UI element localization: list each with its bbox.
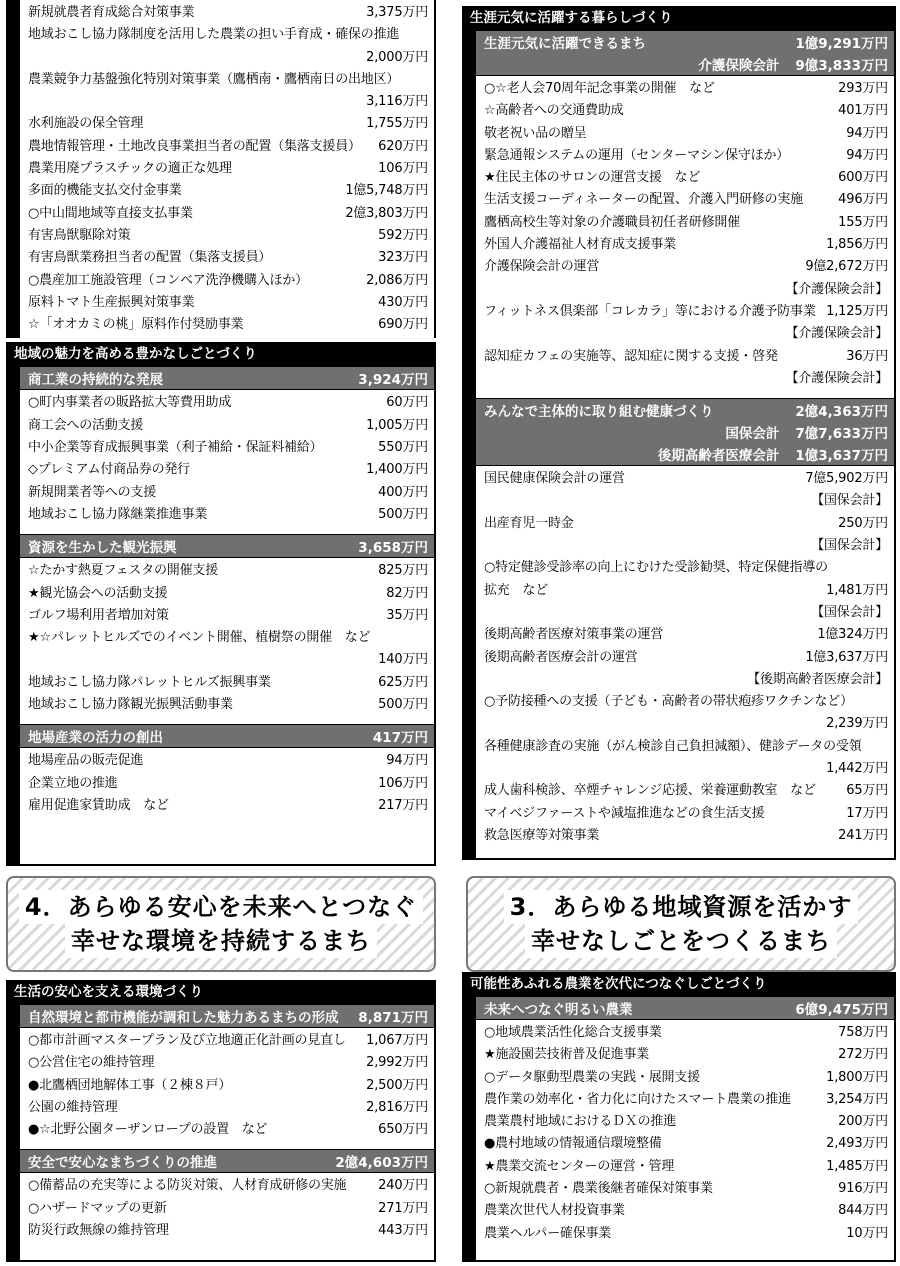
list-item <box>28 583 428 605</box>
item-amount: 650万円 <box>378 1122 428 1138</box>
item-name: ○都市計画マスタープラン及び立地適正化計画の見直し <box>28 1033 346 1048</box>
item-name: 外国人介護福祉人材育成支援事業 <box>484 237 677 253</box>
subsection-title-row <box>28 367 428 389</box>
item-name: 新規就農者育成総合対策事業 <box>28 5 195 20</box>
banner-line-1: 3．あらゆる地域資源を活かす <box>504 890 859 924</box>
list-item <box>28 773 428 795</box>
item-name: 農業次世代人材投資事業 <box>484 1203 625 1219</box>
item-amount: 1,856万円 <box>826 237 888 253</box>
safety-panel <box>6 1004 436 1262</box>
list-item <box>28 392 428 414</box>
list-item <box>28 1030 428 1052</box>
item-amount: 323万円 <box>378 250 428 266</box>
item-amount: 550万円 <box>378 440 428 456</box>
item-name: 商工会への活動支援 <box>28 417 144 433</box>
item-amount: 217万円 <box>378 797 428 813</box>
list-item <box>484 1067 888 1089</box>
list-item <box>28 627 428 649</box>
subsection-title-row <box>28 1150 428 1172</box>
item-amount: 65万円 <box>846 783 888 799</box>
item-amount: 【国保会計】 <box>811 493 888 509</box>
item-amount: 690万円 <box>378 317 428 333</box>
subsection-amount: 2億4,603万円 <box>335 1155 428 1172</box>
subsection-title-row <box>28 535 428 557</box>
list-item <box>484 780 888 802</box>
account-amount: 1億3,637万円 <box>795 448 888 465</box>
item-amount: 916万円 <box>838 1181 888 1197</box>
item-name: ○データ駆動型農業の実践・展開支援 <box>484 1069 700 1085</box>
list-item <box>484 624 888 646</box>
item-name: 鷹栖高校生等対象の介護職員初任者研修開催 <box>484 214 741 230</box>
item-name: ☆たかす熱夏フェスタの開催支援 <box>28 563 219 579</box>
item-list <box>20 390 434 528</box>
item-amount: 【介護保険会計】 <box>785 326 888 342</box>
item-amount: 1億3,637万円 <box>805 649 888 665</box>
list-item <box>484 1044 888 1066</box>
item-name: 農業ヘルパー確保事業 <box>484 1225 612 1241</box>
list-item <box>484 513 888 535</box>
list-item <box>28 560 428 582</box>
life-panel <box>462 30 896 860</box>
item-name: 地域おこし協力隊観光振興活動事業 <box>28 697 233 713</box>
account-label: 介護保険会計 <box>698 58 780 74</box>
item-amount: 2,239万円 <box>826 716 888 732</box>
charm-panel <box>6 366 436 866</box>
list-item <box>484 468 888 490</box>
item-name: 成人歯科検診、卒煙チャレンジ応援、栄養運動教室 など <box>484 783 816 799</box>
item-amount: 106万円 <box>378 161 428 177</box>
item-name: 農業競争力基盤強化特別対策事業（鷹栖南・鷹栖南日の出地区） <box>28 71 400 87</box>
item-name: フィットネス倶楽部「コレカラ」等における介護予防事業 <box>484 303 816 319</box>
item-amount: 106万円 <box>378 775 428 791</box>
list-item <box>484 1200 888 1222</box>
banner-line-1: 4．あらゆる安心を未来へとつなぐ <box>19 890 423 924</box>
item-name: ゴルフ場利用者増加対策 <box>28 607 169 623</box>
list-item <box>28 482 428 504</box>
list-item <box>28 47 428 69</box>
list-item <box>484 691 888 713</box>
item-name: 企業立地の推進 <box>28 775 118 791</box>
subsection-title-row <box>484 399 888 421</box>
item-name: 公園の維持管理 <box>28 1099 118 1115</box>
item-name: ○公営住宅の維持管理 <box>28 1055 155 1071</box>
item-list <box>476 466 894 849</box>
item-list <box>476 1020 894 1247</box>
list-item <box>28 459 428 481</box>
list-item <box>28 504 428 526</box>
item-amount: 500万円 <box>378 506 428 522</box>
item-name: ◇プレミアム付商品券の発行 <box>28 462 190 478</box>
theme-banner-3 <box>466 876 896 972</box>
item-list <box>20 748 434 819</box>
subsection-amount: 2億4,363万円 <box>795 404 888 421</box>
item-amount: 2,500万円 <box>366 1077 428 1093</box>
item-amount: 271万円 <box>378 1200 428 1216</box>
item-amount: 【介護保険会計】 <box>785 281 888 297</box>
right-top-column <box>462 6 896 860</box>
section-title: 生涯元気に活躍する暮らしづくり <box>462 6 896 30</box>
list-item <box>28 1220 428 1242</box>
item-name: 地域おこし協力隊継業推進事業 <box>28 506 208 522</box>
subsection-title-row <box>28 725 428 747</box>
item-name: ★農業交流センターの運営・管理 <box>484 1158 675 1174</box>
item-amount: 496万円 <box>838 192 888 208</box>
list-item <box>484 1223 888 1245</box>
list-item <box>484 234 888 256</box>
item-name: ○地域農業活性化総合支援事業 <box>484 1025 662 1040</box>
item-list <box>20 0 434 338</box>
item-name: ○特定健診受診率の向上にむけた受診勧奨、特定保健指導の <box>484 560 828 576</box>
account-amount: 7億7,633万円 <box>795 426 888 443</box>
item-amount: 2,816万円 <box>366 1099 428 1115</box>
list-item <box>28 1052 428 1074</box>
item-amount: 【介護保険会計】 <box>785 370 888 386</box>
list-item <box>28 24 428 46</box>
item-amount: 7億5,902万円 <box>805 471 888 487</box>
item-amount: 3,375万円 <box>366 5 428 20</box>
list-item <box>28 750 428 772</box>
list-item <box>484 602 888 624</box>
item-amount: 1億5,748万円 <box>345 183 428 199</box>
list-item <box>28 225 428 247</box>
item-name: 敬老祝い品の贈呈 <box>484 125 587 141</box>
item-amount: 3,254万円 <box>826 1091 888 1107</box>
account-total-row <box>484 421 888 443</box>
item-name: ○予防接種への支援（子ども・高齢者の帯状疱疹ワクチンなど） <box>484 694 853 710</box>
subsection-header <box>20 1149 434 1173</box>
item-name: ☆「オオカミの桃」原料作付奨励事業 <box>28 317 244 333</box>
account-total-row <box>484 443 888 465</box>
list-item <box>28 292 428 314</box>
list-item <box>28 203 428 225</box>
item-list <box>20 1173 434 1244</box>
list-item <box>28 1097 428 1119</box>
item-name: ●☆北野公園ターザンロープの設置 など <box>28 1122 268 1138</box>
subsection-amount: 3,924万円 <box>358 372 428 389</box>
subsection-header <box>20 724 434 748</box>
subsection-header <box>476 996 894 1020</box>
item-name: 農業用廃プラスチックの適正な処理 <box>28 161 232 177</box>
section-title: 可能性あふれる農業を次代につなぐしごとづくり <box>462 972 896 996</box>
list-item <box>28 605 428 627</box>
item-amount: 【後期高齢者医療会計】 <box>747 671 888 687</box>
item-amount: 625万円 <box>378 674 428 690</box>
item-amount: 758万円 <box>838 1025 888 1040</box>
item-amount: 430万円 <box>378 294 428 310</box>
item-amount: 1,400万円 <box>366 462 428 478</box>
list-item <box>28 247 428 269</box>
list-item <box>28 795 428 817</box>
subsection-title: 商工業の持続的な発展 <box>28 372 163 389</box>
list-item <box>28 91 428 113</box>
list-item <box>28 1175 428 1197</box>
section-title: 生活の安心を支える環境づくり <box>6 980 436 1004</box>
item-amount: 3,116万円 <box>366 94 428 110</box>
item-name: ●農村地域の情報通信環境整備 <box>484 1136 662 1152</box>
list-item <box>28 270 428 292</box>
list-item <box>28 136 428 158</box>
item-name: 雇用促進家賃助成 など <box>28 797 169 813</box>
subsection-header <box>20 534 434 558</box>
item-name: 地域おこし協力隊パレットヒルズ振興事業 <box>28 674 271 690</box>
item-list <box>20 1028 434 1143</box>
account-label: 後期高齢者医療会計 <box>657 448 780 465</box>
item-amount: 600万円 <box>838 170 888 186</box>
item-name: ○中山間地域等直接支払事業 <box>28 205 193 221</box>
right-bottom-column <box>462 972 896 1262</box>
list-item <box>484 580 888 602</box>
subsection-title: 生涯元気に活躍できるまち <box>484 36 646 52</box>
list-item <box>484 758 888 780</box>
subsection-title-row <box>484 997 888 1019</box>
subsection-amount: 8,871万円 <box>358 1010 428 1026</box>
list-item <box>484 212 888 234</box>
list-item <box>484 535 888 557</box>
item-name: 緊急通報システムの運用（センターマシン保守ほか） <box>484 147 790 163</box>
list-item <box>28 1198 428 1220</box>
list-item <box>28 649 428 671</box>
item-amount: 240万円 <box>378 1178 428 1194</box>
item-name: 救急医療等対策事業 <box>484 827 600 843</box>
list-item <box>484 1089 888 1111</box>
item-name: ○農産加工施設管理（コンベア洗浄機購入ほか） <box>28 272 308 288</box>
item-name: 農業農村地域におけるＤＸの推進 <box>484 1114 677 1130</box>
list-item <box>484 323 888 345</box>
item-amount: 【国保会計】 <box>811 604 888 620</box>
list-item <box>484 803 888 825</box>
list-item <box>484 189 888 211</box>
list-item <box>484 100 888 122</box>
list-item <box>484 490 888 512</box>
list-item <box>28 69 428 91</box>
item-amount: 36万円 <box>846 348 888 364</box>
item-name: 後期高齢者医療会計の運営 <box>484 649 638 665</box>
item-amount: 60万円 <box>386 395 428 411</box>
item-name: 原料トマト生産振興対策事業 <box>28 294 195 310</box>
subsection-header <box>476 30 894 76</box>
agri-panel <box>462 996 896 1262</box>
item-name: ★住民主体のサロンの運営支援 など <box>484 170 701 186</box>
agri-continued-panel <box>6 0 436 338</box>
account-amount: 9億3,833万円 <box>795 58 888 74</box>
item-name: 地場産品の販売促進 <box>28 753 144 769</box>
list-item <box>484 78 888 100</box>
item-name: ★施設園芸技術普及促進事業 <box>484 1047 650 1063</box>
item-name: 農作業の効率化・省力化に向けたスマート農業の推進 <box>484 1091 791 1107</box>
item-name: ○町内事業者の販路拡大等費用助成 <box>28 395 232 411</box>
item-amount: 1,485万円 <box>826 1158 888 1174</box>
item-amount: 17万円 <box>846 805 888 821</box>
item-amount: 2,493万円 <box>826 1136 888 1152</box>
item-name: マイベジファーストや減塩推進などの食生活支援 <box>484 805 765 821</box>
item-amount: 250万円 <box>838 515 888 531</box>
list-item <box>28 180 428 202</box>
item-amount: 1,755万円 <box>366 116 428 132</box>
item-name: 地域おこし協力隊制度を活用した農業の担い手育成・確保の推進 <box>28 27 400 43</box>
list-item <box>28 113 428 135</box>
item-name: 生活支援コーディネーターの配置、介護入門研修の実施 <box>484 192 803 208</box>
subsection-title-row <box>484 31 888 53</box>
item-name: 水利施設の保全管理 <box>28 116 144 132</box>
item-amount: 35万円 <box>386 607 428 623</box>
list-item <box>484 256 888 278</box>
left-top-column <box>6 0 436 866</box>
item-amount: 94万円 <box>846 147 888 163</box>
list-item <box>28 1119 428 1141</box>
item-amount: 500万円 <box>378 697 428 713</box>
item-name: ●北鷹栖団地解体工事（２棟８戸） <box>28 1077 232 1093</box>
item-name: 有害鳥獣業務担当者の配置（集落支援員） <box>28 250 272 266</box>
item-amount: 401万円 <box>838 103 888 119</box>
subsection-title: 資源を生かした観光振興 <box>28 540 177 557</box>
subsection-header <box>20 366 434 390</box>
item-amount: 94万円 <box>846 125 888 141</box>
item-name: 認知症カフェの実施等、認知症に関する支援・啓発 <box>484 348 778 364</box>
theme-banner-4 <box>6 876 436 972</box>
list-item <box>484 713 888 735</box>
item-name: 各種健康診査の実施（がん検診自己負担減額）、健診データの受領 <box>484 738 862 754</box>
item-amount: 2億3,803万円 <box>345 205 428 221</box>
list-item <box>484 736 888 758</box>
subsection-amount: 3,658万円 <box>358 540 428 557</box>
item-name: ☆高齢者への交通費助成 <box>484 103 624 119</box>
item-amount: 241万円 <box>838 827 888 843</box>
item-amount: 9億2,672万円 <box>805 259 888 275</box>
item-name: ○☆老人会70周年記念事業の開催 など <box>484 81 715 96</box>
item-amount: 1,481万円 <box>826 582 888 598</box>
item-list <box>20 558 434 718</box>
list-item <box>484 167 888 189</box>
list-item <box>28 314 428 336</box>
list-item <box>484 669 888 691</box>
item-list <box>476 76 894 392</box>
item-amount: 200万円 <box>838 1114 888 1130</box>
item-name: 国民健康保険会計の運営 <box>484 471 625 487</box>
list-item <box>28 1075 428 1097</box>
section-title: 地域の魅力を高める豊かなしごとづくり <box>6 342 436 366</box>
account-label: 国保会計 <box>725 426 780 443</box>
subsection-header <box>20 1004 434 1028</box>
item-name: 新規開業者等への支援 <box>28 484 157 500</box>
account-total-row <box>484 53 888 75</box>
item-name: 有害鳥獣駆除対策 <box>28 227 131 243</box>
item-amount: 272万円 <box>838 1047 888 1063</box>
subsection-title: みんなで主体的に取り組む健康づくり <box>484 404 714 421</box>
subsection-title: 地場産業の活力の創出 <box>28 730 163 747</box>
list-item <box>28 437 428 459</box>
item-amount: 1,442万円 <box>826 761 888 777</box>
subsection-amount: 417万円 <box>372 730 428 747</box>
item-amount: 155万円 <box>838 214 888 230</box>
list-item <box>484 647 888 669</box>
list-item <box>484 557 888 579</box>
list-item <box>484 123 888 145</box>
subsection-amount: 6億9,475万円 <box>795 1002 888 1018</box>
list-item <box>484 1133 888 1155</box>
item-name: ○ハザードマップの更新 <box>28 1200 167 1216</box>
item-name: 介護保険会計の運営 <box>484 259 600 275</box>
item-name: ○備蓄品の充実等による防災対策、人材育成研修の実施 <box>28 1178 347 1194</box>
item-name: 中小企業等育成振興事業（利子補給・保証料補給） <box>28 440 323 456</box>
item-amount: 620万円 <box>378 138 428 154</box>
item-amount: 82万円 <box>386 585 428 601</box>
item-name: 出産育児一時金 <box>484 515 574 531</box>
item-amount: 1億324万円 <box>817 627 888 643</box>
list-item <box>484 1111 888 1133</box>
list-item <box>484 1156 888 1178</box>
item-name: ★観光協会への活動支援 <box>28 585 168 601</box>
item-amount: 2,086万円 <box>366 272 428 288</box>
item-name: 多面的機能支払交付金事業 <box>28 183 182 199</box>
item-name: 後期高齢者医療対策事業の運営 <box>484 627 664 643</box>
item-amount: 443万円 <box>378 1223 428 1239</box>
item-amount: 1,125万円 <box>826 303 888 319</box>
list-item <box>484 825 888 847</box>
list-item <box>484 145 888 167</box>
item-name: 農地情報管理・土地改良事業担当者の配置（集落支援員） <box>28 138 361 154</box>
item-amount: 2,000万円 <box>366 49 428 65</box>
item-amount: 293万円 <box>838 81 888 96</box>
item-amount: 1,005万円 <box>366 417 428 433</box>
item-amount: 825万円 <box>378 563 428 579</box>
item-amount: 10万円 <box>846 1225 888 1241</box>
item-name: 拡充 など <box>484 582 549 598</box>
list-item <box>28 415 428 437</box>
list-item <box>28 2 428 24</box>
subsection-title-row <box>28 1005 428 1027</box>
list-item <box>28 694 428 716</box>
subsection-title: 安全で安心なまちづくりの推進 <box>28 1155 217 1172</box>
list-item <box>484 279 888 301</box>
list-item <box>484 368 888 390</box>
list-item <box>484 346 888 368</box>
left-bottom-column <box>6 980 436 1262</box>
item-name: ★☆パレットヒルズでのイベント開催、植樹祭の開催 など <box>28 630 371 646</box>
banner-line-2: 幸せなしごとをつくるまち <box>525 924 837 958</box>
list-item <box>484 1022 888 1044</box>
list-item <box>28 158 428 180</box>
banner-line-2: 幸せな環境を持続するまち <box>65 924 377 958</box>
list-item <box>28 672 428 694</box>
subsection-amount: 1億9,291万円 <box>795 36 888 52</box>
item-amount: 1,067万円 <box>366 1033 428 1048</box>
item-amount: 592万円 <box>378 227 428 243</box>
item-name: 防災行政無線の維持管理 <box>28 1223 169 1239</box>
item-name: ○新規就農者・農業後継者確保対策事業 <box>484 1181 713 1197</box>
item-amount: 94万円 <box>386 753 428 769</box>
list-item <box>484 1178 888 1200</box>
subsection-header <box>476 398 894 466</box>
item-amount: 1,800万円 <box>826 1069 888 1085</box>
subsection-title: 自然環境と都市機能が調和した魅力あるまちの形成 <box>28 1010 339 1026</box>
item-amount: 844万円 <box>838 1203 888 1219</box>
item-amount: 2,992万円 <box>366 1055 428 1071</box>
item-amount: 400万円 <box>378 484 428 500</box>
item-amount: 【国保会計】 <box>811 538 888 554</box>
subsection-title: 未来へつなぐ明るい農業 <box>484 1002 633 1018</box>
item-amount: 140万円 <box>378 652 428 668</box>
list-item <box>484 301 888 323</box>
